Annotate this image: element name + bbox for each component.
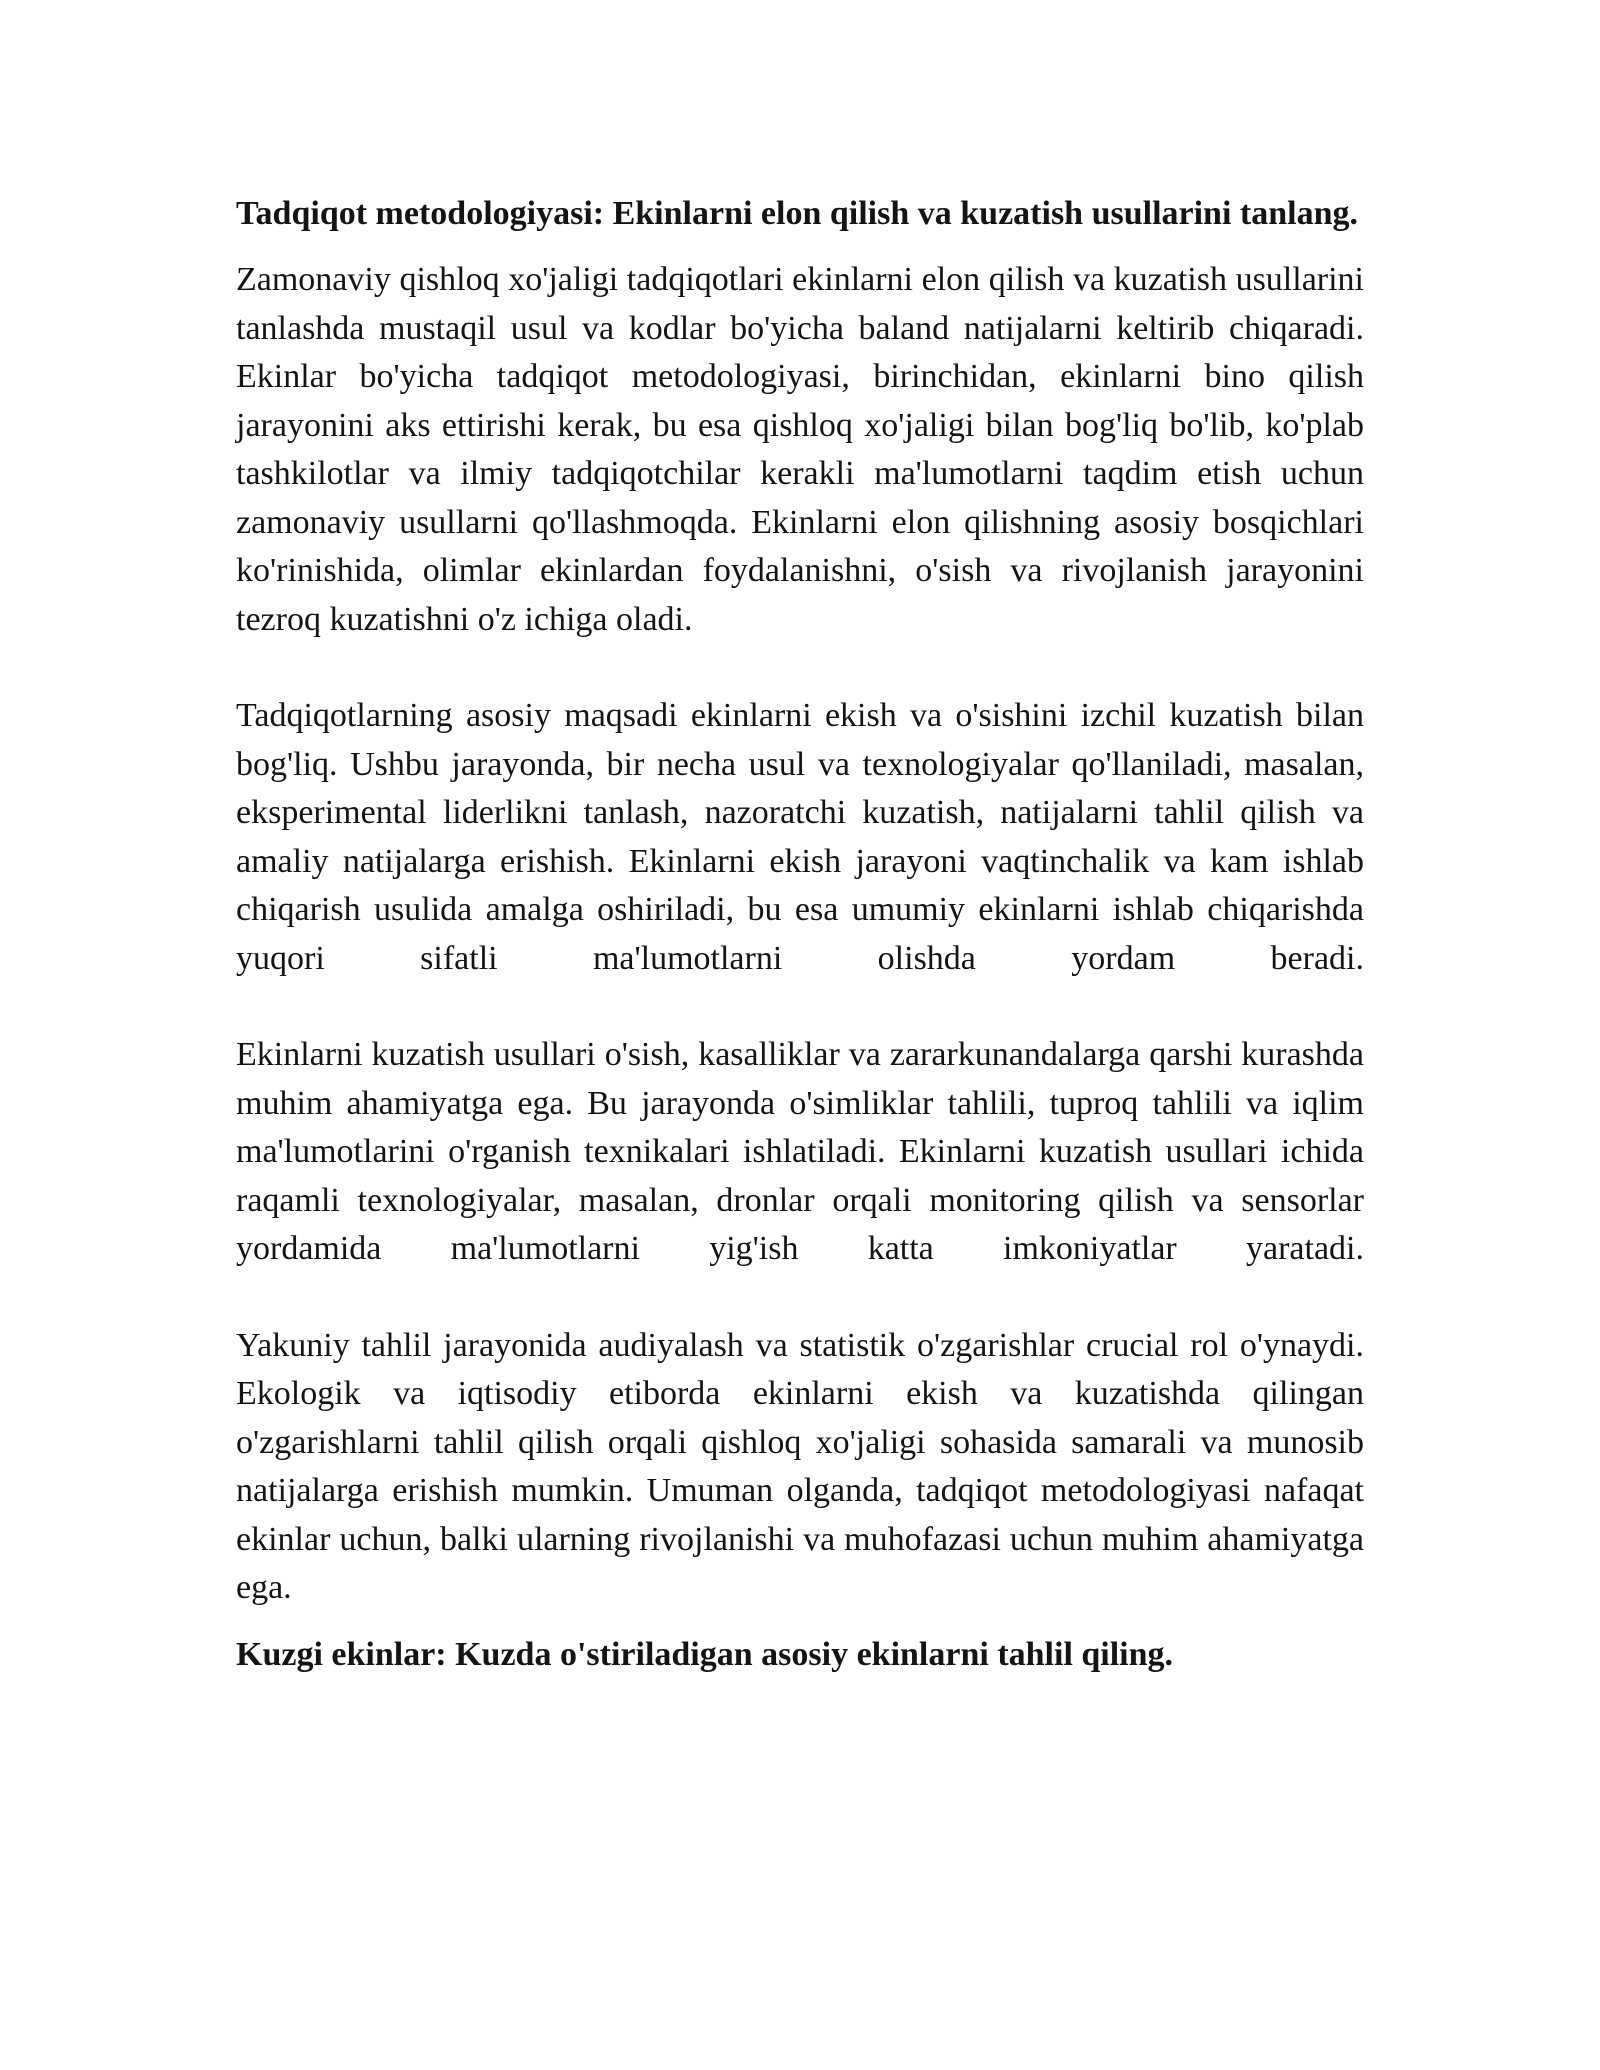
paragraph-spacer bbox=[236, 644, 1364, 692]
paragraph-intro: Zamonaviy qishloq xo'jaligi tadqiqotlari ekinlarni elon qilish va kuzatish usullarini tanlashda mustaqil usul va kodlar bo'yicha baland natijalarni keltirib chiqaradi. Ekinlar bo'yicha tadqiqot metodologiyasi, birinchidan, ekinlarni bino qilish jarayonini aks ettirishi kerak, bu esa qishloq xo'jaligi bilan bog'liq bo'lib, ko'plab tashkilotlar va ilmiy tadqiqotchilar kerakli ma'lumotlarni taqdim etish uchun zamonaviy usullarni qo'llashmoqda. Ekinlarni elon qilishning asosiy bosqichlari ko'rinishida, olimlar ekinlardan foydalanishni, o'sish va rivojlanish jarayonini tezroq kuzatishni o'z ichiga oladi. bbox=[236, 261, 1364, 638]
paragraph-monitoring: Ekinlarni kuzatish usullari o'sish, kasalliklar va zararkunandalarga qarshi kurashda muhim ahamiyatga ega. Bu jarayonda o'simliklar tahlili, tuproq tahlili va iqlim ma'lumotlarini o'rganish texnikalari ishlatiladi. Ekinlarni kuzatish usullari ichida raqamli texnologiyalar, masalan, dronlar orqali monitoring qilish va sensorlar yordamida ma'lumotlarni yig'ish katta imkoniyatlar yaratadi. bbox=[236, 1036, 1364, 1267]
paragraph-spacer bbox=[236, 1613, 1364, 1631]
paragraph-spacer bbox=[236, 1274, 1364, 1322]
section-heading-methodology: Tadqiqot metodologiyasi: Ekinlarni elon qilish va kuzatish usullarini tanlang. bbox=[236, 195, 1358, 232]
section-heading-autumn-crops: Kuzgi ekinlar: Kuzda o'stiriladigan asosiy ekinlarni tahlil qiling. bbox=[236, 1635, 1174, 1673]
paragraph-conclusion: Yakuniy tahlil jarayonida audiyalash va statistik o'zgarishlar crucial rol o'ynaydi. Ekologik va iqtisodiy etiborda ekinlarni ekish va kuzatishda qilingan o'zgarishlarni tahlil qilish orqali qishloq xo'jaligi sohasida samarali va munosib natijalarga erishish mumkin. Umuman olganda, tadqiqot metodologiyasi nafaqat ekinlar uchun, balki ularning rivojlanishi va muhofazasi uchun muhim ahamiyatga ega. bbox=[236, 1326, 1364, 1606]
paragraph-spacer bbox=[236, 983, 1364, 1031]
paragraph-goals: Tadqiqotlarning asosiy maqsadi ekinlarni ekish va o'sishini izchil kuzatish bilan bog'liq. Ushbu jarayonda, bir necha usul va texnologiyalar qo'llaniladi, masalan, eksperimental liderlikni tanlash, nazoratchi kuzatish, natijalarni tahlil qilish va amaliy natijalarga erishish. Ekinlarni ekish jarayoni vaqtinchalik va kam ishlab chiqarish usulida amalga oshiriladi, bu esa umumiy ekinlarni ishlab chiqarishda yuqori sifatli ma'lumotlarni olishda yordam beradi. bbox=[236, 697, 1364, 977]
document-page bbox=[236, 190, 1364, 1697]
